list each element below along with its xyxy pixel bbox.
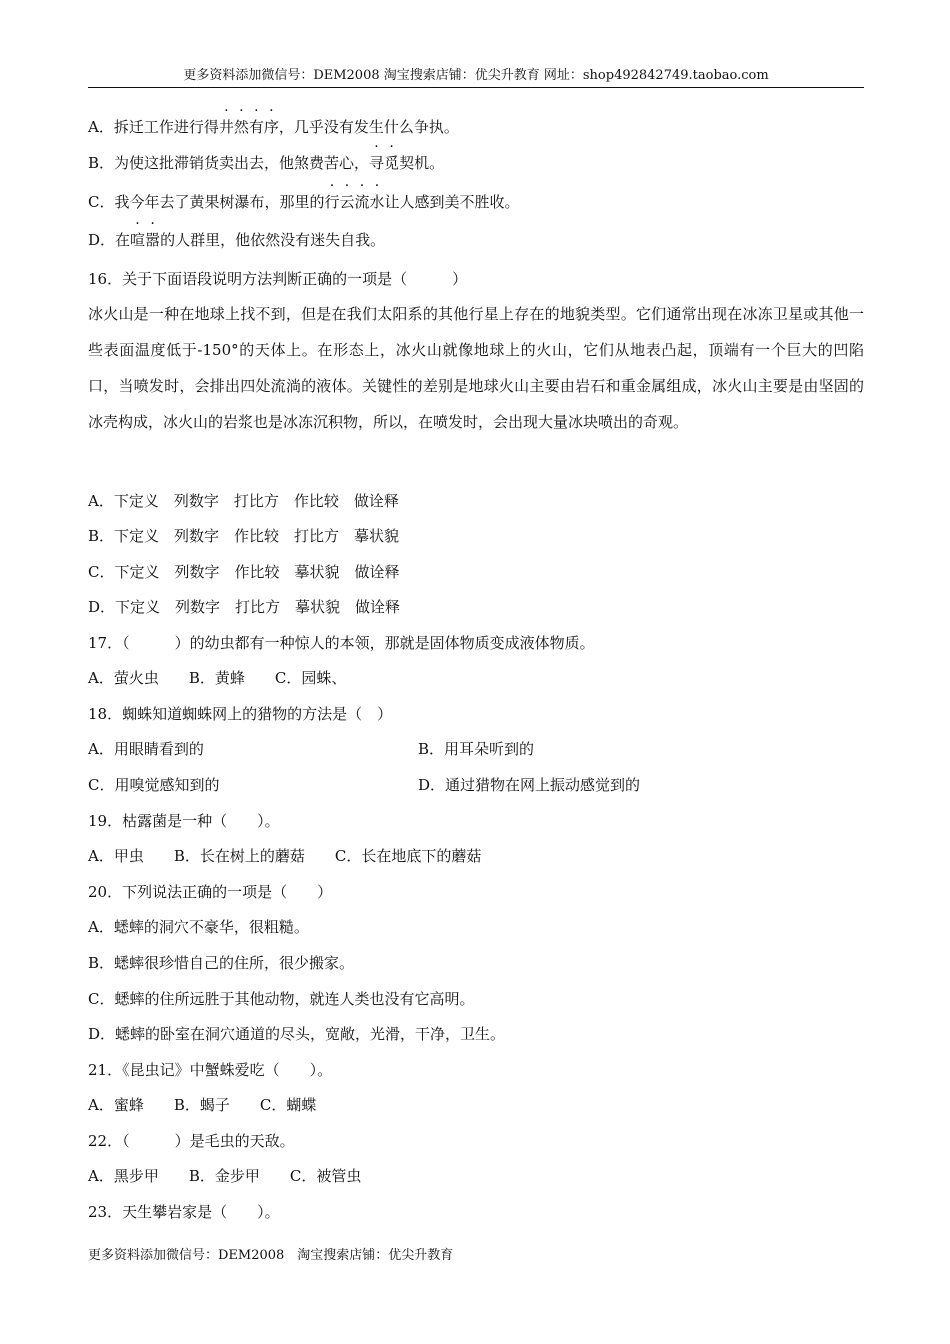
- q22-options: A．黑步甲 B．金步甲 C．被管虫: [88, 1167, 362, 1185]
- page-footer: 更多资料添加微信号：DEM2008 淘宝搜索店铺：优尖升教育: [88, 1248, 454, 1263]
- header-rule: [88, 87, 864, 88]
- q18-option-c: C．用嗅觉感知到的: [88, 776, 220, 794]
- q18-stem: 18．蜘蛛知道蜘蛛网上的猎物的方法是（ ）: [88, 705, 393, 723]
- q21-stem: 21．《昆虫记》中蟹蛛爱吃（ ）。: [88, 1061, 333, 1079]
- q22-stem: 22．（ ）是毛虫的天敌。: [88, 1132, 295, 1150]
- q16-option-d: D．下定义 列数字 打比方 摹状貌 做诠释: [88, 598, 401, 616]
- q17-options: A．萤火虫 B．黄蜂 C．园蛛、: [88, 669, 347, 687]
- page-header: 更多资料添加微信号：DEM2008 淘宝搜索店铺：优尖升教育 网址：shop492842749.taobao.com: [183, 68, 769, 83]
- q17-stem: 17．（ ）的幼虫都有一种惊人的本领，那就是固体物质变成液体物质。: [88, 634, 595, 652]
- q16-option-b: B．下定义 列数字 作比较 打比方 摹状貌: [88, 527, 400, 545]
- q23-stem: 23．天生攀岩家是（ ）。: [88, 1203, 280, 1221]
- q15-option-c: C．我今年去了黄果树瀑布，那里的行云流水让人感到美不胜收。: [88, 193, 520, 211]
- q16-option-c: C．下定义 列数字 作比较 摹状貌 做诠释: [88, 563, 400, 581]
- q18-option-d: D．通过猎物在网上振动感觉到的: [418, 776, 641, 794]
- q18-option-a: A．用眼睛看到的: [88, 740, 204, 758]
- q20-option-d: D．蟋蟀的卧室在洞穴通道的尽头，宽敞，光滑，干净，卫生。: [88, 1025, 506, 1043]
- q16-passage: 冰火山是一种在地球上找不到，但是在我们太阳系的其他行星上存在的地貌类型。它们通常出现在冰冻卫星或其他一些表面温度低于-150°的天体上。在形态上，冰火山就像地球上的火山，它们从地表凸起，顶端有一个巨大的凹陷口，当喷发时，会排出四处流淌的液体。关键性的差别是地球火山主要由岩石和重金属组成，冰火山主要是由坚固的冰壳构成，冰火山的岩浆也是冰冻沉积物，所以，在喷发时，会出现大量冰块喷出的奇观。: [88, 305, 864, 431]
- q20-option-c: C．蟋蟀的住所远胜于其他动物，就连人类也没有它高明。: [88, 990, 475, 1008]
- q20-option-a: A．蟋蟀的洞穴不豪华，很粗糙。: [88, 918, 309, 936]
- q18-option-b: B．用耳朵听到的: [418, 740, 535, 758]
- q15-option-b: B．为使这批滞销货卖出去，他煞费苦心，寻觅契机。: [88, 154, 445, 172]
- q20-stem: 20．下列说法正确的一项是（ ）: [88, 883, 333, 901]
- q15-option-d: D．在喧嚣的人群里，他依然没有迷失自我。: [88, 231, 386, 249]
- q21-options: A．蜜蜂 B．蝎子 C．蝴蝶: [88, 1096, 317, 1114]
- q16-stem: 16．关于下面语段说明方法判断正确的一项是（ ）: [88, 270, 468, 288]
- q19-options: A．甲虫 B．长在树上的蘑菇 C．长在地底下的蘑菇: [88, 847, 482, 865]
- q16-option-a: A．下定义 列数字 打比方 作比较 做诠释: [88, 492, 399, 510]
- q20-option-b: B．蟋蟀很珍惜自己的住所，很少搬家。: [88, 954, 355, 972]
- q19-stem: 19．枯露菌是一种（ ）。: [88, 812, 280, 830]
- q15-option-a: A．拆迁工作进行得井然有序，几乎没有发生什么争执。: [88, 118, 459, 136]
